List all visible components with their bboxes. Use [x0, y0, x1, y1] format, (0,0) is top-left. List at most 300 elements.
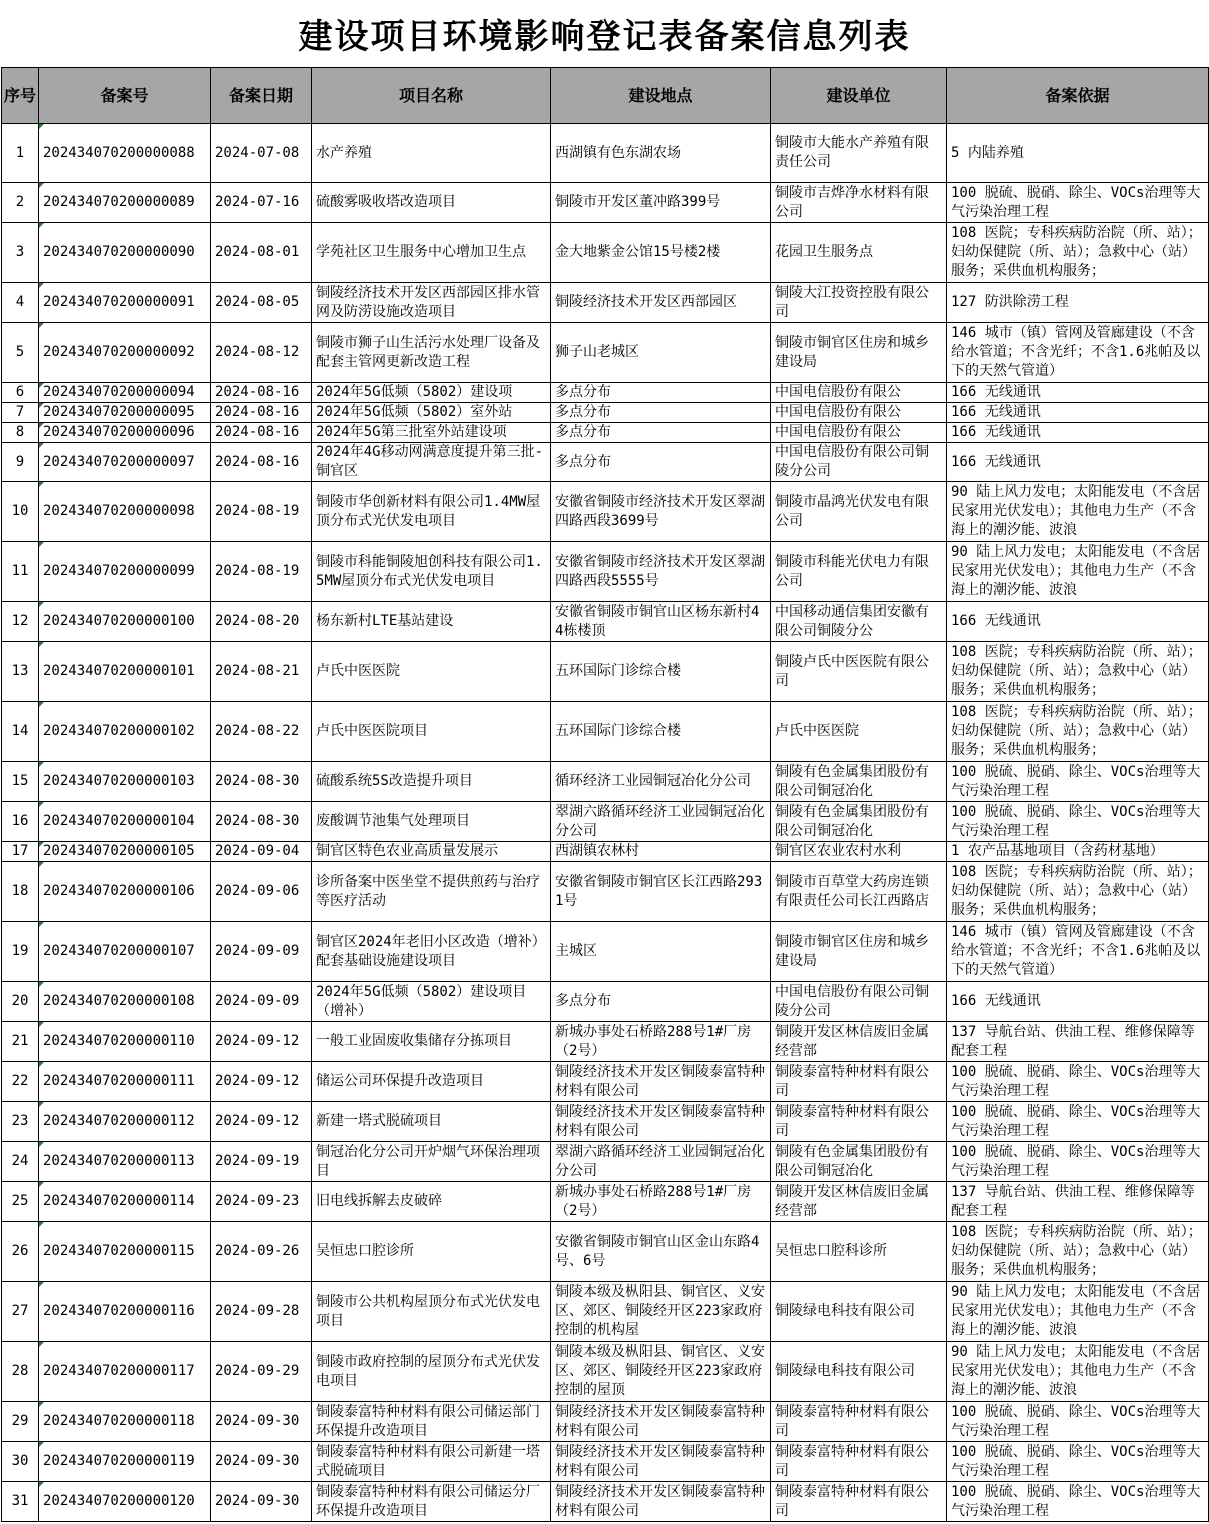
cell-project-name-text: 铜陵经济技术开发区西部园区排水管网及防涝设施改造项目 — [316, 284, 540, 320]
cell-project-name — [312, 1102, 551, 1142]
cell-builder-unit-text: 铜陵泰富特种材料有限公司 — [775, 1403, 929, 1439]
cell-basis — [947, 1102, 1209, 1142]
cell-record-date-text: 2024-08-16 — [215, 404, 300, 420]
table-row — [2, 642, 1209, 702]
cell-builder-unit — [771, 323, 947, 383]
cell-record-date — [211, 762, 312, 802]
cell-record-no-text: 202434070200000104 — [43, 813, 195, 829]
cell-record-date — [211, 802, 312, 842]
cell-record-date — [211, 1182, 312, 1222]
header-record-date: 备案日期 — [211, 68, 312, 124]
cell-location-text: 铜陵经济技术开发区铜陵泰富特种材料有限公司 — [555, 1403, 765, 1439]
cell-record-no — [39, 482, 211, 542]
cell-builder-unit-text: 铜陵开发区林信废旧金属经营部 — [775, 1023, 929, 1059]
cell-project-name-text: 新建一塔式脱硫项目 — [316, 1113, 442, 1129]
cell-builder-unit-text: 铜陵有色金属集团股份有限公司铜冠冶化 — [775, 803, 929, 839]
cell-basis-text: 108 医院；专科疾病防治院（所、站）；妇幼保健院（所、站）；急救中心（站）服务；采供血机构服务； — [951, 225, 1202, 279]
cell-builder-unit — [771, 1022, 947, 1062]
cell-basis — [947, 323, 1209, 383]
header-location: 建设地点 — [551, 68, 771, 124]
cell-basis — [947, 602, 1209, 642]
cell-seq — [2, 124, 39, 183]
cell-record-date — [211, 982, 312, 1022]
cell-seq-text: 2 — [15, 194, 25, 210]
cell-basis — [947, 183, 1209, 223]
cell-builder-unit-text: 铜陵市铜官区住房和城乡建设局 — [775, 334, 929, 370]
cell-record-no-text: 202434070200000100 — [43, 613, 195, 629]
cell-record-date — [211, 1022, 312, 1062]
cell-location-text: 五环国际门诊综合楼 — [555, 723, 681, 739]
cell-builder-unit-text: 铜陵泰富特种材料有限公司 — [775, 1483, 929, 1519]
cell-project-name — [312, 842, 551, 862]
table-row — [2, 842, 1209, 862]
cell-location — [551, 403, 771, 423]
cell-record-no-text: 202434070200000114 — [43, 1193, 195, 1209]
cell-project-name-text: 2024年5G第三批室外站建设项 — [316, 424, 507, 440]
cell-basis-text: 146 城市（镇）管网及管廊建设（不含给水管道；不含光纤；不含1.6兆帕及以下的天然气管道） — [951, 325, 1201, 379]
table-row — [2, 982, 1209, 1022]
cell-record-date-text: 2024-08-16 — [215, 424, 300, 440]
cell-location-text: 安徽省铜陵市铜官山区金山东路4号、6号 — [555, 1233, 760, 1269]
cell-record-no-text: 202434070200000103 — [43, 773, 195, 789]
cell-record-no-text: 202434070200000105 — [43, 843, 195, 859]
cell-location-text: 安徽省铜陵市铜官区长江西路2931号 — [555, 873, 763, 909]
table-row — [2, 542, 1209, 602]
cell-seq — [2, 642, 39, 702]
cell-record-no — [39, 762, 211, 802]
cell-record-no — [39, 802, 211, 842]
header-seq: 序号 — [2, 68, 39, 124]
cell-location-text: 安徽省铜陵市经济技术开发区翠湖四路西段5555号 — [555, 553, 765, 589]
cell-basis — [947, 423, 1209, 443]
cell-project-name-text: 铜陵泰富特种材料有限公司储运分厂环保提升改造项目 — [316, 1483, 540, 1519]
header-basis: 备案依据 — [947, 68, 1209, 124]
cell-record-no — [39, 1182, 211, 1222]
cell-project-name-text: 废酸调节池集气处理项目 — [316, 813, 470, 829]
cell-project-name-text: 储运公司环保提升改造项目 — [316, 1073, 484, 1089]
cell-project-name — [312, 862, 551, 922]
cell-basis-text: 5 内陆养殖 — [951, 144, 1024, 161]
cell-record-no — [39, 223, 211, 283]
table-row — [2, 922, 1209, 982]
cell-basis-text: 100 脱硫、脱硝、除尘、VOCs治理等大气污染治理工程 — [951, 1483, 1201, 1519]
cell-record-date-text: 2024-08-20 — [215, 613, 300, 629]
cell-record-date-text: 2024-08-21 — [215, 663, 300, 679]
cell-builder-unit — [771, 702, 947, 762]
cell-record-no-text: 202434070200000108 — [43, 993, 195, 1009]
cell-location — [551, 702, 771, 762]
table-row — [2, 1442, 1209, 1482]
cell-builder-unit-text: 铜陵市大能水产养殖有限责任公司 — [775, 135, 929, 170]
cell-basis-text: 100 脱硫、脱硝、除尘、VOCs治理等大气污染治理工程 — [951, 1103, 1201, 1139]
cell-basis — [947, 642, 1209, 702]
cell-basis — [947, 1442, 1209, 1482]
cell-seq — [2, 1442, 39, 1482]
cell-record-no — [39, 642, 211, 702]
cell-basis — [947, 1062, 1209, 1102]
cell-seq — [2, 542, 39, 602]
cell-record-no-text: 202434070200000116 — [43, 1303, 195, 1319]
cell-builder-unit — [771, 602, 947, 642]
cell-record-no — [39, 1442, 211, 1482]
cell-location — [551, 1342, 771, 1402]
cell-project-name — [312, 922, 551, 982]
cell-builder-unit-text: 花园卫生服务点 — [775, 244, 873, 260]
cell-record-date-text: 2024-07-16 — [215, 194, 300, 210]
cell-basis-text: 100 脱硫、脱硝、除尘、VOCs治理等大气污染治理工程 — [951, 803, 1201, 839]
table-row — [2, 1022, 1209, 1062]
cell-builder-unit-text: 铜陵市科能光伏电力有限公司 — [775, 553, 929, 589]
cell-record-no — [39, 702, 211, 762]
cell-record-date — [211, 1222, 312, 1282]
cell-seq — [2, 602, 39, 642]
cell-basis — [947, 762, 1209, 802]
cell-builder-unit-text: 铜陵大江投资控股有限公司 — [775, 284, 929, 320]
cell-location — [551, 1282, 771, 1342]
cell-location — [551, 1482, 771, 1522]
cell-project-name-text: 铜陵泰富特种材料有限公司新建一塔式脱硫项目 — [316, 1443, 540, 1479]
cell-project-name — [312, 443, 551, 482]
cell-record-no — [39, 1062, 211, 1102]
cell-project-name — [312, 802, 551, 842]
cell-builder-unit-text: 铜陵泰富特种材料有限公司 — [775, 1443, 929, 1479]
cell-seq-text: 15 — [11, 773, 29, 789]
cell-seq-text: 5 — [15, 344, 25, 360]
cell-basis — [947, 1402, 1209, 1442]
cell-record-date — [211, 323, 312, 383]
table-row — [2, 1182, 1209, 1222]
cell-builder-unit-text: 铜陵卢氏中医医院有限公司 — [775, 653, 929, 689]
cell-basis-text: 90 陆上风力发电；太阳能发电（不含居民家用光伏发电）；其他电力生产（不含海上的潮汐能、波浪 — [951, 544, 1201, 598]
cell-project-name-text: 铜陵市政府控制的屋顶分布式光伏发电项目 — [316, 1353, 540, 1389]
cell-record-no — [39, 1102, 211, 1142]
cell-seq-text: 25 — [11, 1193, 29, 1209]
cell-project-name-text: 硫酸系统5S改造提升项目 — [316, 773, 473, 789]
cell-basis-text: 100 脱硫、脱硝、除尘、VOCs治理等大气污染治理工程 — [951, 763, 1201, 799]
cell-record-date — [211, 1282, 312, 1342]
cell-project-name-text: 2024年5G低频（5802）建设项目（增补） — [316, 983, 527, 1019]
table-row — [2, 443, 1209, 482]
cell-location-text: 铜陵经济技术开发区铜陵泰富特种材料有限公司 — [555, 1063, 765, 1099]
cell-record-date-text: 2024-09-30 — [215, 1453, 300, 1469]
cell-location-text: 西湖镇农林村 — [555, 843, 639, 859]
cell-location — [551, 1222, 771, 1282]
cell-basis-text: 100 脱硫、脱硝、除尘、VOCs治理等大气污染治理工程 — [951, 1063, 1201, 1099]
cell-record-no-text: 202434070200000090 — [43, 244, 195, 260]
cell-project-name — [312, 1142, 551, 1182]
cell-record-no-text: 202434070200000097 — [43, 453, 195, 470]
cell-record-no-text: 202434070200000089 — [43, 194, 195, 210]
cell-seq — [2, 842, 39, 862]
cell-project-name — [312, 762, 551, 802]
cell-builder-unit — [771, 1142, 947, 1182]
table-row — [2, 1102, 1209, 1142]
cell-record-no — [39, 602, 211, 642]
cell-record-no-text: 202434070200000088 — [43, 144, 195, 161]
cell-record-no — [39, 403, 211, 423]
cell-seq-text: 29 — [11, 1413, 29, 1429]
cell-project-name — [312, 124, 551, 183]
table-row — [2, 1062, 1209, 1102]
cell-record-date — [211, 1142, 312, 1182]
cell-basis — [947, 862, 1209, 922]
cell-basis-text: 108 医院；专科疾病防治院（所、站）；妇幼保健院（所、站）；急救中心（站）服务；采供血机构服务； — [951, 864, 1202, 918]
cell-seq — [2, 283, 39, 323]
cell-location-text: 西湖镇有色东湖农场 — [555, 144, 681, 161]
cell-builder-unit-text: 中国电信股份有限公 — [775, 424, 901, 440]
cell-location-text: 铜陵经济技术开发区铜陵泰富特种材料有限公司 — [555, 1443, 765, 1479]
cell-builder-unit-text: 吴恒忠口腔科诊所 — [775, 1243, 887, 1259]
cell-location — [551, 542, 771, 602]
cell-basis — [947, 1482, 1209, 1522]
page-title: 建设项目环境影响登记表备案信息列表 — [298, 17, 911, 57]
cell-seq-text: 7 — [15, 404, 25, 420]
cell-project-name-text: 水产养殖 — [316, 144, 372, 161]
cell-builder-unit — [771, 283, 947, 323]
cell-basis-text: 90 陆上风力发电；太阳能发电（不含居民家用光伏发电）；其他电力生产（不含海上的潮汐能、波浪 — [951, 1344, 1201, 1398]
cell-basis-text: 127 防洪除涝工程 — [951, 294, 1069, 310]
cell-builder-unit-text: 卢氏中医医院 — [775, 723, 859, 739]
cell-basis — [947, 1342, 1209, 1402]
cell-record-no-text: 202434070200000092 — [43, 344, 195, 360]
cell-location — [551, 423, 771, 443]
cell-builder-unit — [771, 762, 947, 802]
cell-location-text: 多点分布 — [555, 404, 611, 420]
cell-basis-text: 146 城市（镇）管网及管廊建设（不含给水管道；不含光纤；不含1.6兆帕及以下的天然气管道） — [951, 924, 1201, 978]
cell-location-text: 翠湖六路循环经济工业园铜冠冶化分公司 — [555, 803, 765, 839]
cell-seq-text: 3 — [15, 244, 25, 260]
table-row — [2, 762, 1209, 802]
cell-record-no — [39, 423, 211, 443]
table-body — [2, 124, 1209, 1522]
cell-project-name — [312, 423, 551, 443]
cell-basis-text: 100 脱硫、脱硝、除尘、VOCs治理等大气污染治理工程 — [951, 1403, 1201, 1439]
cell-builder-unit — [771, 1182, 947, 1222]
cell-location-text: 狮子山老城区 — [555, 344, 639, 360]
cell-builder-unit-text: 铜陵市铜官区住房和城乡建设局 — [775, 933, 929, 969]
table-row — [2, 1402, 1209, 1442]
cell-record-date — [211, 183, 312, 223]
cell-location-text: 安徽省铜陵市经济技术开发区翠湖四路西段3699号 — [555, 493, 765, 529]
cell-seq — [2, 1482, 39, 1522]
cell-project-name — [312, 542, 551, 602]
cell-record-no — [39, 383, 211, 403]
cell-record-date-text: 2024-09-12 — [215, 1073, 300, 1089]
cell-record-date — [211, 1482, 312, 1522]
cell-seq — [2, 862, 39, 922]
cell-record-no — [39, 1282, 211, 1342]
cell-record-date — [211, 602, 312, 642]
cell-location-text: 五环国际门诊综合楼 — [555, 663, 681, 679]
cell-record-no — [39, 922, 211, 982]
cell-record-date — [211, 383, 312, 403]
cell-builder-unit-text: 中国电信股份有限公司铜陵分公司 — [775, 444, 929, 479]
cell-basis — [947, 1142, 1209, 1182]
cell-project-name — [312, 1222, 551, 1282]
cell-basis-text: 100 脱硫、脱硝、除尘、VOCs治理等大气污染治理工程 — [951, 184, 1201, 220]
cell-project-name-text: 2024年4G移动网满意度提升第三批-铜官区 — [316, 444, 544, 479]
cell-record-date-text: 2024-08-05 — [215, 294, 300, 310]
cell-project-name-text: 铜陵市科能铜陵旭创科技有限公司1.5MW屋顶分布式光伏发电项目 — [316, 553, 543, 589]
cell-builder-unit-text: 铜陵有色金属集团股份有限公司铜冠冶化 — [775, 763, 929, 799]
cell-record-date-text: 2024-09-12 — [215, 1113, 300, 1129]
table-row — [2, 482, 1209, 542]
cell-record-date-text: 2024-09-30 — [215, 1493, 300, 1509]
cell-builder-unit-text: 中国移动通信集团安徽有限公司铜陵分公 — [775, 603, 929, 639]
cell-project-name — [312, 1402, 551, 1442]
cell-basis — [947, 1222, 1209, 1282]
cell-record-date — [211, 403, 312, 423]
header-record-no: 备案号 — [39, 68, 211, 124]
cell-basis — [947, 982, 1209, 1022]
cell-seq — [2, 443, 39, 482]
cell-basis-text: 108 医院；专科疾病防治院（所、站）；妇幼保健院（所、站）；急救中心（站）服务；采供血机构服务； — [951, 1224, 1202, 1278]
cell-location — [551, 383, 771, 403]
cell-record-no-text: 202434070200000098 — [43, 503, 195, 519]
cell-basis — [947, 542, 1209, 602]
cell-seq — [2, 223, 39, 283]
cell-seq-text: 16 — [11, 813, 29, 829]
cell-location — [551, 443, 771, 482]
cell-builder-unit-text: 铜陵泰富特种材料有限公司 — [775, 1103, 929, 1139]
cell-builder-unit — [771, 642, 947, 702]
cell-record-date-text: 2024-09-29 — [215, 1363, 300, 1379]
cell-basis — [947, 1282, 1209, 1342]
cell-builder-unit-text: 中国电信股份有限公司铜陵分公司 — [775, 983, 929, 1019]
header-builder-unit: 建设单位 — [771, 68, 947, 124]
cell-record-date-text: 2024-08-30 — [215, 813, 300, 829]
cell-location-text: 铜陵经济技术开发区西部园区 — [555, 294, 737, 310]
cell-record-date-text: 2024-09-23 — [215, 1193, 300, 1209]
table-row — [2, 602, 1209, 642]
cell-basis — [947, 702, 1209, 762]
cell-seq-text: 13 — [11, 663, 29, 679]
cell-record-no-text: 202434070200000102 — [43, 723, 195, 739]
table-row — [2, 383, 1209, 403]
cell-record-date-text: 2024-08-01 — [215, 244, 300, 260]
cell-record-no-text: 202434070200000111 — [43, 1073, 195, 1089]
cell-record-no-text: 202434070200000094 — [43, 384, 195, 400]
cell-seq-text: 10 — [11, 503, 29, 519]
cell-seq — [2, 802, 39, 842]
cell-record-no — [39, 183, 211, 223]
cell-project-name — [312, 1062, 551, 1102]
record-table — [1, 67, 1209, 1522]
cell-record-no — [39, 283, 211, 323]
cell-seq-text: 14 — [11, 723, 29, 739]
cell-location — [551, 1062, 771, 1102]
cell-record-no-text: 202434070200000091 — [43, 294, 195, 310]
cell-record-no-text: 202434070200000101 — [43, 663, 195, 679]
cell-project-name-text: 2024年5G低频（5802）室外站 — [316, 404, 513, 420]
cell-basis — [947, 223, 1209, 283]
cell-seq-text: 6 — [15, 384, 25, 400]
cell-seq — [2, 1022, 39, 1062]
cell-location — [551, 802, 771, 842]
cell-record-no — [39, 862, 211, 922]
cell-builder-unit — [771, 383, 947, 403]
cell-record-date — [211, 223, 312, 283]
cell-record-date — [211, 862, 312, 922]
cell-record-no-text: 202434070200000112 — [43, 1113, 195, 1129]
cell-location-text: 安徽省铜陵市铜官山区杨东新村44栋楼顶 — [555, 603, 760, 639]
cell-record-date-text: 2024-08-12 — [215, 344, 300, 360]
cell-project-name — [312, 1022, 551, 1062]
cell-record-no — [39, 542, 211, 602]
cell-record-no-text: 202434070200000096 — [43, 424, 195, 440]
cell-basis-text: 90 陆上风力发电；太阳能发电（不含居民家用光伏发电）；其他电力生产（不含海上的潮汐能、波浪 — [951, 484, 1201, 538]
cell-location — [551, 1022, 771, 1062]
cell-seq-text: 26 — [11, 1243, 29, 1259]
cell-record-no — [39, 842, 211, 862]
cell-seq-text: 30 — [11, 1453, 29, 1469]
cell-location-text: 铜陵经济技术开发区铜陵泰富特种材料有限公司 — [555, 1483, 765, 1519]
cell-record-date — [211, 1402, 312, 1442]
cell-seq — [2, 922, 39, 982]
cell-location — [551, 183, 771, 223]
cell-builder-unit — [771, 1442, 947, 1482]
table-row — [2, 423, 1209, 443]
cell-project-name-text: 铜陵市狮子山生活污水处理厂设备及配套主管网更新改造工程 — [316, 334, 540, 370]
cell-location — [551, 223, 771, 283]
cell-location-text: 铜陵经济技术开发区铜陵泰富特种材料有限公司 — [555, 1103, 765, 1139]
cell-record-date-text: 2024-08-16 — [215, 384, 300, 400]
cell-seq — [2, 982, 39, 1022]
cell-builder-unit-text: 铜陵泰富特种材料有限公司 — [775, 1063, 929, 1099]
cell-record-no — [39, 1142, 211, 1182]
cell-record-date-text: 2024-09-04 — [215, 843, 300, 859]
cell-record-no — [39, 1342, 211, 1402]
cell-project-name-text: 铜官区2024年老旧小区改造（增补）配套基础设施建设项目 — [316, 933, 546, 969]
cell-builder-unit — [771, 124, 947, 183]
cell-seq-text: 12 — [11, 613, 29, 629]
cell-project-name — [312, 1182, 551, 1222]
cell-project-name-text: 吴恒忠口腔诊所 — [316, 1243, 414, 1259]
cell-builder-unit-text: 中国电信股份有限公 — [775, 384, 901, 400]
cell-basis-text: 1 农产品基地项目（含药材基地） — [951, 843, 1164, 859]
cell-record-no-text: 202434070200000118 — [43, 1413, 195, 1429]
cell-builder-unit — [771, 443, 947, 482]
table-row — [2, 183, 1209, 223]
cell-seq-text: 1 — [15, 144, 25, 161]
cell-record-no — [39, 982, 211, 1022]
cell-project-name-text: 硫酸雾吸收塔改造项目 — [316, 194, 456, 210]
cell-record-date-text: 2024-09-28 — [215, 1303, 300, 1319]
cell-record-date-text: 2024-08-19 — [215, 503, 300, 519]
cell-record-date — [211, 1062, 312, 1102]
cell-seq — [2, 1402, 39, 1442]
table-row — [2, 702, 1209, 762]
cell-seq-text: 4 — [15, 294, 25, 310]
cell-basis-text: 166 无线通讯 — [951, 404, 1041, 420]
cell-record-date — [211, 1102, 312, 1142]
table-row — [2, 862, 1209, 922]
table-row — [2, 1482, 1209, 1522]
cell-location — [551, 482, 771, 542]
cell-builder-unit — [771, 1282, 947, 1342]
cell-location — [551, 1182, 771, 1222]
cell-record-date — [211, 542, 312, 602]
header-project-name: 项目名称 — [312, 68, 551, 124]
cell-record-no-text: 202434070200000119 — [43, 1453, 195, 1469]
cell-basis-text: 166 无线通讯 — [951, 453, 1041, 470]
cell-record-date — [211, 482, 312, 542]
cell-record-no-text: 202434070200000107 — [43, 943, 195, 959]
header-row — [2, 68, 1209, 124]
cell-record-date — [211, 124, 312, 183]
cell-basis-text: 100 脱硫、脱硝、除尘、VOCs治理等大气污染治理工程 — [951, 1443, 1201, 1479]
cell-basis — [947, 922, 1209, 982]
